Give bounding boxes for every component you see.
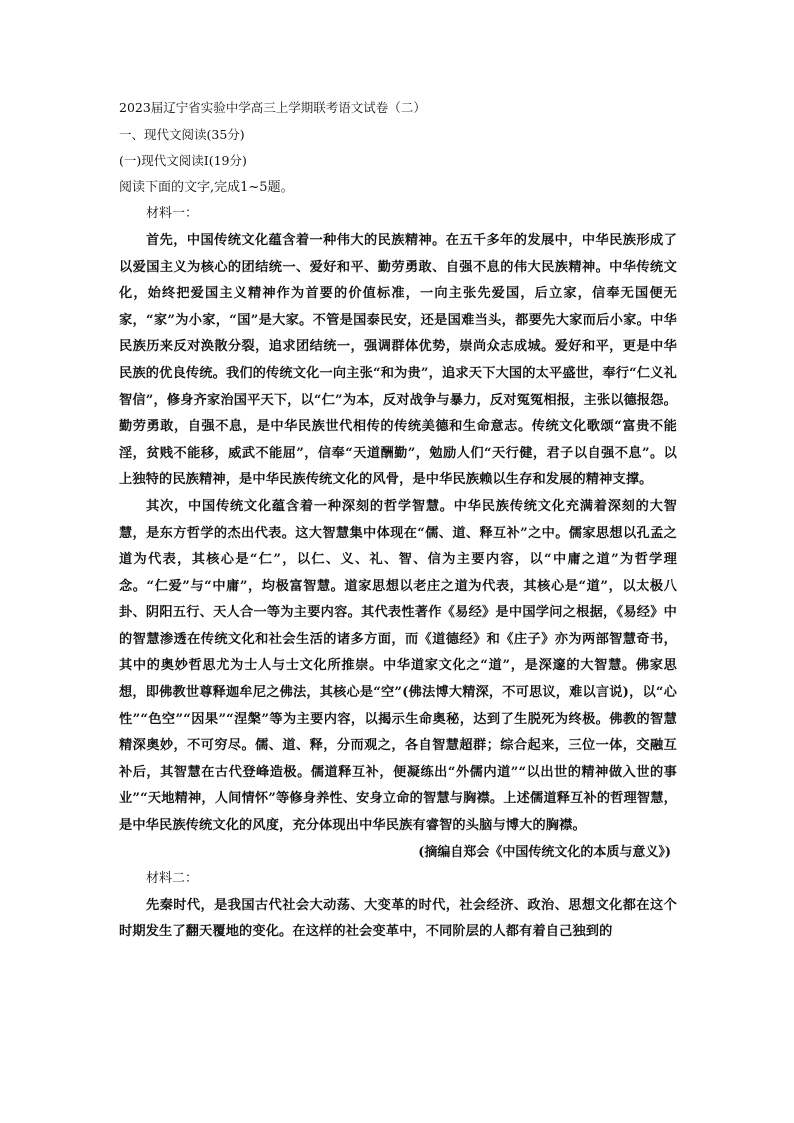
paragraph: 先秦时代，是我国古代社会大动荡、大变革的时代，社会经济、政治、思想文化都在这个时期发生了翻天覆地的变化。在这样的社会变革中，不同阶层的人都有着自己独到的 [119,897,677,940]
reading-instruction: 阅读下面的文字,完成1~5题。 [119,179,294,195]
paragraph: 其次，中国传统文化蕴含着一种深刻的哲学智慧。中华民族传统文化充满着深刻的大智慧，是东方哲学的杰出代表。这大智慧集中体现在“儒、道、释互补”之中。儒家思想以孔孟之道为代表，其核心是“仁”，以仁、义、礼、智、信为主要内容，以“中庸之道”为哲学理念。“仁爱”与“中庸”，均极富智慧。道家思想以老庄之道为代表，其核心是“道”，以太极八卦、阴阳五行、天人合一等为主要内容。其代表性著作《易经》是中国学问之根据，《易经》中的智慧渗透在传统文化和社会生活的诸多方面，而《道德经》和《庄子》亦为两部智慧奇书，其中的奥妙哲思尤为士人与士文化所推崇。中华道家文化之“道”，是深邃的大智慧。佛家思想，即佛教世尊释迦牟尼之佛法，其核心是“空”(佛法博大精深，不可思议，难以言说)，以“心性”“色空”“因果”“涅槃”等为主要内容，以揭示生命奥秘，达到了生脱死为终极。佛教的智慧精深奥妙，不可穷尽。儒、道、释，分而观之，各自智慧超群；综合起来，三位一体，交融互补后，其智慧在古代登峰造极。儒道释互补，便凝练出“外儒内道”“以出世的精神做入世的事业”“天地精神，人间情怀”等修身养性、安身立命的智慧与胸襟。上述儒道释互补的哲理智慧，是中华民族传统文化的风度，充分体现出中华民族有睿智的头脑与博大的胸襟。 [119,498,677,834]
paragraph: 首先，中国传统文化蕴含着一种伟大的民族精神。在五千多年的发展中，中华民族形成了以爱国主义为核心的团结统一、爱好和平、勤劳勇敢、自强不息的伟大民族精神。中华传统文化，始终把爱国主义精神作为首要的价值标准，一向主张先爱国，后立家，信奉无国便无家，“家”为小家，“国”是大家。不管是国泰民安，还是国难当头，都要先大家而后小家。中华民族历来反对涣散分裂，追求团结统一，强调群体优势，崇尚众志成城。爱好和平，更是中华民族的优良传统。我们的传统文化一向主张“和为贵”，追求天下大国的太平盛世，奉行“仁义礼智信”，修身齐家治国平天下，以“仁”为本，反对战争与暴力，反对冤冤相报，主张以德报怨。勤劳勇敢，自强不息，是中华民族世代相传的传统美德和生命意志。传统文化歌颂“富贵不能淫，贫贱不能移，威武不能屈”，信奉“天道酬勤”，勉励人们“天行健，君子以自强不息”。以上独特的民族精神，是中华民族传统文化的风骨，是中华民族赖以生存和发展的精神支撑。 [119,232,677,488]
section-heading: 一、现代文阅读(35分) [119,126,245,142]
material-one-text [119,228,677,840]
material-two-text [119,893,677,946]
material-one-source: (摘编自郑会《中国传统文化的本质与意义》) [418,844,671,860]
material-one-label: 材料一： [146,206,199,222]
exam-title: 2023届辽宁省实验中学高三上学期联考语文试卷（二） [119,100,426,115]
subsection-heading: (一)现代文阅读Ⅰ(19分) [119,153,247,169]
material-two-label: 材料二： [146,871,199,887]
document-body [119,95,677,946]
